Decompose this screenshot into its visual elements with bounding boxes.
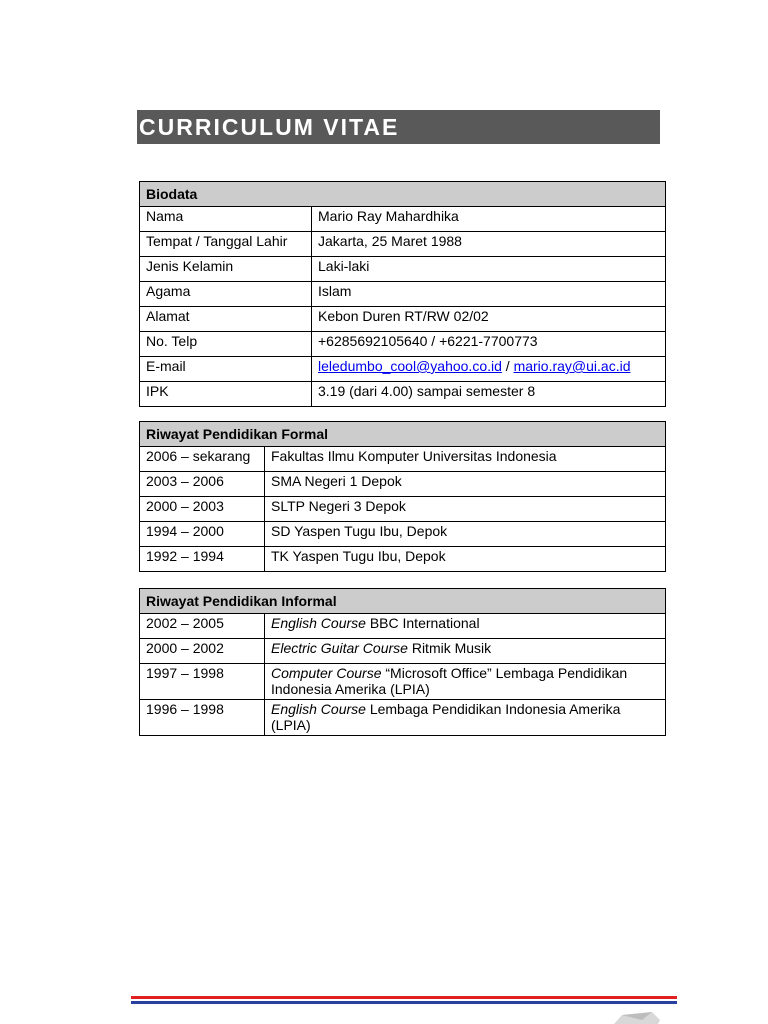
table-row (140, 357, 666, 382)
period-cell: 2000 – 2002 (140, 639, 265, 664)
period-cell: 1996 – 1998 (140, 700, 265, 736)
email-link-ui[interactable]: mario.ray@ui.ac.id (513, 358, 631, 374)
table-row (140, 282, 666, 307)
field-value: Kebon Duren RT/RW 02/02 (312, 307, 666, 332)
table-row (140, 257, 666, 282)
table-row (140, 232, 666, 257)
field-label: Tempat / Tanggal Lahir (140, 232, 312, 257)
school-cell: Fakultas Ilmu Komputer Universitas Indonesia (265, 447, 666, 472)
table-row (140, 497, 666, 522)
course-cell (265, 700, 666, 736)
table-row (140, 614, 666, 639)
course-name: English Course (271, 701, 366, 717)
table-row (140, 447, 666, 472)
footer-divider (131, 996, 677, 1004)
informal-education-table (139, 588, 666, 736)
period-cell: 2000 – 2003 (140, 497, 265, 522)
field-label: Jenis Kelamin (140, 257, 312, 282)
field-value: Mario Ray Mahardhika (312, 207, 666, 232)
course-place: BBC International (365, 615, 480, 631)
course-cell (265, 664, 666, 700)
period-cell: 2006 – sekarang (140, 447, 265, 472)
informal-education-header: Riwayat Pendidikan Informal (140, 589, 666, 614)
period-cell: 1997 – 1998 (140, 664, 265, 700)
field-value: 3.19 (dari 4.00) sampai semester 8 (312, 382, 666, 407)
footer-blue-line (131, 1001, 677, 1004)
period-cell: 2003 – 2006 (140, 472, 265, 497)
formal-education-table (139, 421, 666, 572)
field-label: E-mail (140, 357, 312, 382)
field-label: Nama (140, 207, 312, 232)
field-value (312, 357, 666, 382)
field-value: Jakarta, 25 Maret 1988 (312, 232, 666, 257)
table-row (140, 472, 666, 497)
corner-logo-icon (612, 1012, 662, 1024)
field-value: Laki-laki (312, 257, 666, 282)
field-label: IPK (140, 382, 312, 407)
formal-education-header: Riwayat Pendidikan Formal (140, 422, 666, 447)
field-label: No. Telp (140, 332, 312, 357)
table-row (140, 639, 666, 664)
course-name: English Course (271, 615, 366, 631)
biodata-header: Biodata (140, 182, 666, 207)
course-name: Computer Course (271, 665, 382, 681)
school-cell: SLTP Negeri 3 Depok (265, 497, 666, 522)
field-value: Islam (312, 282, 666, 307)
field-label: Agama (140, 282, 312, 307)
course-place: “Microsoft Office” Lembaga Pendidikan Indonesia Amerika (LPIA) (271, 665, 628, 697)
period-cell: 1994 – 2000 (140, 522, 265, 547)
table-row (140, 664, 666, 700)
school-cell: SMA Negeri 1 Depok (265, 472, 666, 497)
course-name: Electric Guitar Course (271, 640, 408, 656)
course-cell (265, 639, 666, 664)
course-cell (265, 614, 666, 639)
school-cell: TK Yaspen Tugu Ibu, Depok (265, 547, 666, 572)
table-row (140, 547, 666, 572)
course-place: Lembaga Pendidikan Indonesia Amerika (LPIA) (271, 701, 621, 733)
table-row (140, 332, 666, 357)
period-cell: 2002 – 2005 (140, 614, 265, 639)
table-row (140, 700, 666, 736)
school-cell: SD Yaspen Tugu Ibu, Depok (265, 522, 666, 547)
page-title: CURRICULUM VITAE (137, 110, 660, 144)
table-row (140, 522, 666, 547)
period-cell: 1992 – 1994 (140, 547, 265, 572)
biodata-table (139, 181, 666, 407)
course-place: Ritmik Musik (407, 640, 492, 656)
email-link-yahoo[interactable]: leledumbo_cool@yahoo.co.id (318, 358, 502, 374)
field-value: +6285692105640 / +6221-7700773 (312, 332, 666, 357)
email-separator: / (501, 358, 514, 374)
table-row (140, 382, 666, 407)
table-row (140, 307, 666, 332)
field-label: Alamat (140, 307, 312, 332)
table-row (140, 207, 666, 232)
